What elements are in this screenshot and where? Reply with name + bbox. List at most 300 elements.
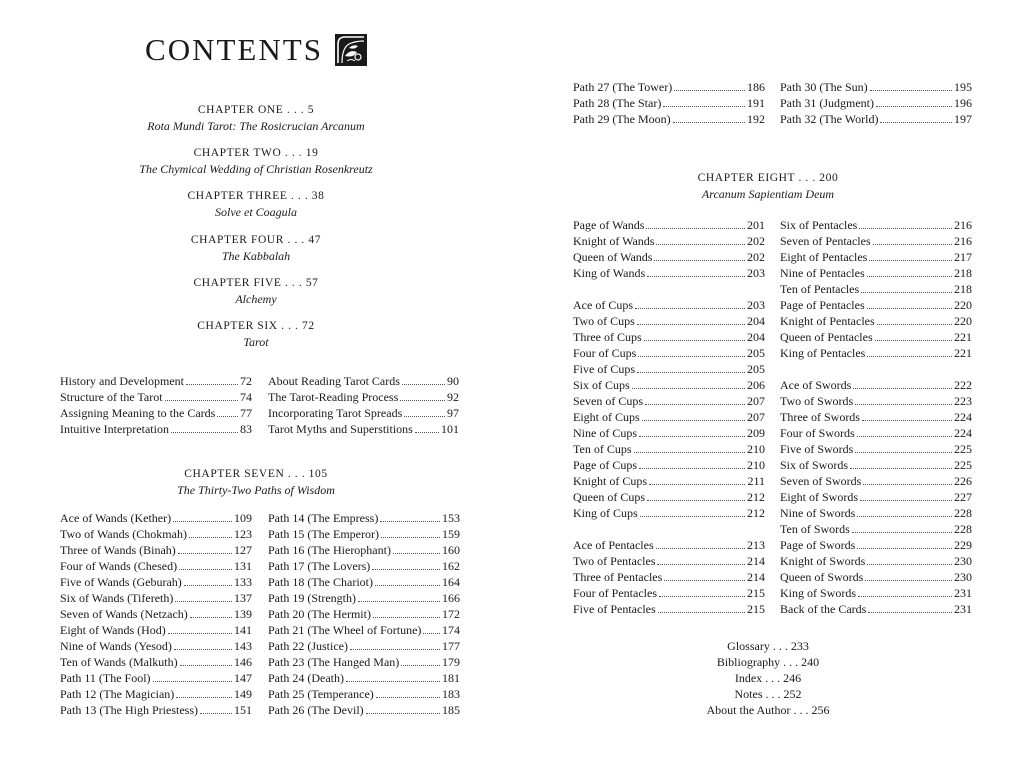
entry-label: Path 19 (Strength)	[268, 591, 356, 605]
back-matter-entry: About the Author . . . 256	[706, 703, 830, 717]
toc-entry	[573, 217, 765, 233]
chapter-title: CHAPTER SEVEN . . . 105	[184, 468, 328, 480]
entry-page-number: 203	[747, 266, 765, 280]
toc-entry	[60, 622, 252, 638]
toc-entry	[573, 505, 765, 521]
toc-entry	[60, 606, 252, 622]
toc-entry	[780, 441, 972, 457]
entry-page-number: 92	[447, 390, 459, 404]
entry-label: Page of Wands	[573, 218, 645, 232]
entry-label: Knight of Cups	[573, 474, 648, 488]
toc-entry	[780, 329, 972, 345]
dot-leader	[184, 585, 232, 586]
entry-page-number: 212	[747, 490, 765, 504]
dot-leader	[852, 532, 952, 533]
chapter-subtitle: The Kabbalah	[221, 249, 291, 263]
entry-page-number: 220	[954, 314, 972, 328]
entry-label: Three of Pentacles	[573, 570, 663, 584]
entry-label: Path 28 (The Star)	[573, 96, 662, 110]
entry-label: Path 14 (The Empress)	[268, 511, 379, 525]
chapter-seven-list-left	[60, 510, 252, 718]
toc-entry	[573, 585, 765, 601]
dot-leader	[404, 416, 445, 417]
dot-leader	[644, 340, 745, 341]
entry-page-number: 213	[747, 538, 765, 552]
entry-label: Incorporating Tarot Spreads	[268, 406, 403, 420]
entry-page-number: 225	[954, 442, 972, 456]
dot-leader	[415, 432, 439, 433]
dot-leader	[640, 516, 745, 517]
paths-continued-right	[780, 79, 972, 127]
entry-page-number: 207	[747, 410, 765, 424]
entry-page-number: 222	[954, 378, 972, 392]
toc-entry	[573, 537, 765, 553]
entry-page-number: 153	[442, 511, 460, 525]
entry-label: Seven of Wands (Netzach)	[60, 607, 188, 621]
entry-page-number: 185	[442, 703, 460, 717]
entry-page-number: 177	[442, 639, 460, 653]
toc-entry	[60, 510, 252, 526]
toc-entry	[780, 473, 972, 489]
toc-entry	[60, 686, 252, 702]
entry-label: Queen of Cups	[573, 490, 645, 504]
entry-label: Knight of Pentacles	[780, 314, 875, 328]
toc-entry	[60, 373, 252, 389]
entry-label: Queen of Swords	[780, 570, 864, 584]
entry-page-number: 209	[747, 426, 765, 440]
toc-entry	[268, 638, 460, 654]
toc-entry	[60, 558, 252, 574]
toc-entry	[780, 409, 972, 425]
entry-label: Path 16 (The Hierophant)	[268, 543, 391, 557]
entry-label: Two of Wands (Chokmah)	[60, 527, 187, 541]
entry-label: Ace of Swords	[780, 378, 852, 392]
toc-entry	[268, 654, 460, 670]
back-matter-entry: Glossary . . . 233	[727, 639, 809, 653]
entry-label: King of Wands	[573, 266, 646, 280]
entry-page-number: 226	[954, 474, 972, 488]
ornament-icon	[335, 34, 367, 66]
toc-entry	[780, 585, 972, 601]
toc-entry	[60, 702, 252, 718]
dot-leader	[350, 649, 440, 650]
entry-label: Six of Cups	[573, 378, 630, 392]
dot-leader	[663, 106, 745, 107]
entry-page-number: 197	[954, 112, 972, 126]
toc-entry	[268, 558, 460, 574]
dot-leader	[637, 372, 745, 373]
chapter-heading	[0, 102, 512, 135]
dot-leader	[863, 484, 952, 485]
entry-label: Ace of Pentacles	[573, 538, 654, 552]
entry-page-number: 202	[747, 234, 765, 248]
toc-entry	[573, 473, 765, 489]
dot-leader	[186, 384, 238, 385]
chapter-subtitle: Arcanum Sapientiam Deum	[701, 187, 835, 201]
entry-page-number: 72	[240, 374, 252, 388]
toc-entry	[780, 281, 972, 297]
dot-leader	[190, 617, 232, 618]
toc-entry	[780, 457, 972, 473]
entry-label: Five of Cups	[573, 362, 636, 376]
entry-label: Ten of Wands (Malkuth)	[60, 655, 178, 669]
toc-entry	[780, 377, 972, 393]
chapter-subtitle: The Thirty-Two Paths of Wisdom	[177, 483, 335, 497]
toc-entry	[573, 233, 765, 249]
dot-leader	[173, 521, 232, 522]
entry-label: Path 32 (The World)	[780, 112, 879, 126]
entry-label: King of Pentacles	[780, 346, 866, 360]
entry-page-number: 224	[954, 426, 972, 440]
entry-page-number: 186	[747, 80, 765, 94]
entry-page-number: 183	[442, 687, 460, 701]
entry-page-number: 181	[442, 671, 460, 685]
toc-entry	[573, 441, 765, 457]
entry-page-number: 149	[234, 687, 252, 701]
toc-entry	[573, 95, 765, 111]
toc-entry	[573, 569, 765, 585]
dot-leader	[649, 484, 745, 485]
dot-leader	[381, 537, 440, 538]
dot-leader	[867, 308, 952, 309]
entry-page-number: 166	[442, 591, 460, 605]
dot-leader	[656, 548, 745, 549]
entry-label: Path 24 (Death)	[268, 671, 344, 685]
entry-page-number: 201	[747, 218, 765, 232]
entry-label: Five of Wands (Geburah)	[60, 575, 182, 589]
chapter-heading	[0, 188, 512, 221]
toc-entry	[780, 297, 972, 313]
entry-page-number: 203	[747, 298, 765, 312]
dot-leader	[673, 122, 745, 123]
dot-leader	[171, 432, 238, 433]
toc-entry	[573, 361, 765, 377]
toc-entry	[268, 670, 460, 686]
dot-leader	[867, 276, 952, 277]
dot-leader	[656, 244, 745, 245]
entry-page-number: 221	[954, 346, 972, 360]
dot-leader	[174, 649, 232, 650]
dot-leader	[358, 601, 440, 602]
back-matter-entry: Index . . . 246	[734, 671, 802, 685]
toc-entry	[573, 601, 765, 617]
toc-entry	[60, 542, 252, 558]
toc-entry	[780, 217, 972, 233]
entry-label: Four of Swords	[780, 426, 855, 440]
entry-page-number: 215	[747, 586, 765, 600]
entry-page-number: 83	[240, 422, 252, 436]
chapter-title: CHAPTER SIX . . . 72	[197, 320, 315, 332]
dot-leader	[857, 516, 952, 517]
toc-entry	[573, 377, 765, 393]
entry-label: Back of the Cards	[780, 602, 867, 616]
toc-entry	[573, 79, 765, 95]
entry-label: Queen of Wands	[573, 250, 653, 264]
dot-leader	[176, 697, 232, 698]
entry-label: Eight of Swords	[780, 490, 858, 504]
entry-label: Two of Cups	[573, 314, 635, 328]
dot-leader	[876, 106, 952, 107]
dot-leader	[855, 452, 952, 453]
entry-page-number: 214	[747, 554, 765, 568]
chapter-eight-heading	[512, 170, 1024, 203]
entry-page-number: 162	[442, 559, 460, 573]
toc-entry	[780, 425, 972, 441]
dot-leader	[868, 612, 952, 613]
toc-entry	[268, 421, 459, 437]
entry-label: Two of Swords	[780, 394, 854, 408]
entry-page-number: 210	[747, 458, 765, 472]
dot-leader	[200, 713, 232, 714]
entry-label: Path 12 (The Magician)	[60, 687, 175, 701]
dot-leader	[632, 388, 745, 389]
entry-label: Four of Pentacles	[573, 586, 657, 600]
dot-leader	[179, 569, 232, 570]
entry-label: Path 26 (The Devil)	[268, 703, 364, 717]
dot-leader	[178, 553, 232, 554]
chapter-title: CHAPTER ONE . . . 5	[197, 104, 315, 116]
dot-leader	[850, 468, 952, 469]
entry-label: Page of Swords	[780, 538, 856, 552]
entry-label: Nine of Cups	[573, 426, 637, 440]
dot-leader	[366, 713, 440, 714]
dot-leader	[859, 228, 952, 229]
entry-label: Path 29 (The Moon)	[573, 112, 671, 126]
toc-entry	[60, 670, 252, 686]
toc-entry	[573, 425, 765, 441]
toc-entry	[780, 95, 972, 111]
entry-page-number: 230	[954, 554, 972, 568]
entry-page-number: 231	[954, 602, 972, 616]
toc-entry	[573, 313, 765, 329]
entry-label: Five of Swords	[780, 442, 854, 456]
toc-entry	[573, 457, 765, 473]
toc-entry	[60, 654, 252, 670]
entry-page-number: 141	[234, 623, 252, 637]
entry-page-number: 229	[954, 538, 972, 552]
dot-leader	[853, 388, 952, 389]
entry-label: Path 25 (Temperance)	[268, 687, 374, 701]
entry-label: Three of Swords	[780, 410, 860, 424]
dot-leader	[657, 564, 745, 565]
entry-label: Eight of Cups	[573, 410, 640, 424]
dot-leader	[635, 308, 745, 309]
entry-page-number: 160	[442, 543, 460, 557]
entry-label: The Tarot-Reading Process	[268, 390, 399, 404]
chapter-title: CHAPTER FOUR . . . 47	[190, 234, 322, 246]
entry-page-number: 221	[954, 330, 972, 344]
toc-entry	[268, 526, 460, 542]
dot-leader	[855, 404, 952, 405]
entry-label: Path 27 (The Tower)	[573, 80, 673, 94]
entry-page-number: 146	[234, 655, 252, 669]
entry-page-number: 207	[747, 394, 765, 408]
chapter-title: CHAPTER TWO . . . 19	[193, 147, 319, 159]
toc-entry	[60, 638, 252, 654]
dot-leader	[634, 452, 746, 453]
entry-page-number: 214	[747, 570, 765, 584]
entry-label: Three of Wands (Binah)	[60, 543, 176, 557]
entry-page-number: 192	[747, 112, 765, 126]
entry-label: Four of Cups	[573, 346, 637, 360]
entry-label: Path 20 (The Hermit)	[268, 607, 371, 621]
dot-leader	[647, 276, 745, 277]
entry-label: Path 17 (The Lovers)	[268, 559, 371, 573]
toc-entry	[780, 505, 972, 521]
section-gap	[780, 361, 972, 377]
entry-label: Path 21 (The Wheel of Fortune)	[268, 623, 422, 637]
chapter-six-list-left	[60, 373, 252, 437]
entry-page-number: 204	[747, 330, 765, 344]
entry-page-number: 215	[747, 602, 765, 616]
toc-entry	[60, 389, 252, 405]
section-gap	[573, 521, 765, 537]
entry-page-number: 224	[954, 410, 972, 424]
chapter-heading	[0, 232, 512, 265]
chapter-subtitle: Alchemy	[235, 292, 277, 306]
toc-entry	[780, 601, 972, 617]
dot-leader	[639, 436, 745, 437]
entry-label: Nine of Swords	[780, 506, 856, 520]
entry-label: Ace of Wands (Kether)	[60, 511, 172, 525]
chapter-subtitle: Tarot	[243, 335, 269, 349]
toc-entry	[60, 590, 252, 606]
entry-label: Page of Cups	[573, 458, 637, 472]
entry-page-number: 90	[447, 374, 459, 388]
toc-entry	[268, 373, 459, 389]
contents-header	[0, 32, 512, 68]
entry-label: Path 31 (Judgment)	[780, 96, 874, 110]
entry-label: Ten of Pentacles	[780, 282, 860, 296]
entry-page-number: 220	[954, 298, 972, 312]
toc-entry	[780, 79, 972, 95]
entry-page-number: 216	[954, 234, 972, 248]
entry-page-number: 137	[234, 591, 252, 605]
dot-leader	[867, 564, 952, 565]
toc-entry	[780, 233, 972, 249]
entry-label: Nine of Wands (Yesod)	[60, 639, 172, 653]
entry-label: Ace of Cups	[573, 298, 633, 312]
toc-entry	[60, 526, 252, 542]
toc-entry	[780, 313, 972, 329]
dot-leader	[373, 617, 440, 618]
entry-page-number: 216	[954, 218, 972, 232]
entry-page-number: 212	[747, 506, 765, 520]
toc-entry	[780, 521, 972, 537]
chapter-eight-list-left	[573, 217, 765, 617]
back-matter-entry: Notes . . . 252	[734, 687, 802, 701]
chapter-subtitle: Rota Mundi Tarot: The Rosicrucian Arcanum	[147, 119, 365, 133]
dot-leader	[372, 569, 440, 570]
toc-entry	[780, 553, 972, 569]
entry-page-number: 77	[240, 406, 252, 420]
dot-leader	[865, 580, 952, 581]
toc-entry	[60, 405, 252, 421]
dot-leader	[153, 681, 232, 682]
dot-leader	[376, 697, 440, 698]
dot-leader	[165, 400, 238, 401]
right-page	[512, 0, 1024, 779]
chapter-subtitle: The Chymical Wedding of Christian Rosenkreutz	[139, 162, 373, 176]
entry-page-number: 131	[234, 559, 252, 573]
dot-leader	[638, 356, 745, 357]
entry-page-number: 218	[954, 282, 972, 296]
dot-leader	[858, 596, 952, 597]
entry-label: Path 18 (The Chariot)	[268, 575, 373, 589]
entry-label: King of Cups	[573, 506, 638, 520]
entry-page-number: 133	[234, 575, 252, 589]
toc-entry	[573, 553, 765, 569]
toc-entry	[780, 265, 972, 281]
dot-leader	[654, 260, 745, 261]
entry-label: Structure of the Tarot	[60, 390, 163, 404]
dot-leader	[639, 468, 745, 469]
entry-page-number: 74	[240, 390, 252, 404]
dot-leader	[870, 90, 952, 91]
dot-leader	[659, 596, 745, 597]
entry-label: Path 11 (The Fool)	[60, 671, 151, 685]
entry-label: Tarot Myths and Superstitions	[268, 422, 413, 436]
chapter-seven-list-right	[268, 510, 460, 718]
dot-leader	[180, 665, 232, 666]
toc-entry	[268, 702, 460, 718]
entry-label: Path 30 (The Sun)	[780, 80, 868, 94]
entry-label: Four of Wands (Chesed)	[60, 559, 178, 573]
entry-label: Two of Pentacles	[573, 554, 656, 568]
back-matter-list	[512, 638, 1024, 718]
dot-leader	[217, 416, 238, 417]
entry-label: Seven of Cups	[573, 394, 643, 408]
dot-leader	[674, 90, 745, 91]
entry-label: Queen of Pentacles	[780, 330, 873, 344]
dot-leader	[646, 228, 745, 229]
toc-entry	[573, 489, 765, 505]
entry-label: King of Swords	[780, 586, 857, 600]
entry-label: Three of Cups	[573, 330, 642, 344]
entry-label: Seven of Pentacles	[780, 234, 871, 248]
dot-leader	[857, 436, 952, 437]
dot-leader	[400, 400, 445, 401]
dot-leader	[880, 122, 952, 123]
dot-leader	[168, 633, 232, 634]
toc-entry	[268, 542, 460, 558]
chapter-six-list-right	[268, 373, 459, 437]
entry-page-number: 202	[747, 250, 765, 264]
entry-label: Path 13 (The High Priestess)	[60, 703, 198, 717]
entry-label: Ten of Cups	[573, 442, 632, 456]
entry-label: About Reading Tarot Cards	[268, 374, 400, 388]
toc-entry	[268, 590, 460, 606]
chapter-subtitle: Solve et Coagula	[215, 205, 297, 219]
entry-page-number: 127	[234, 543, 252, 557]
toc-entry	[780, 393, 972, 409]
toc-entry	[573, 393, 765, 409]
entry-label: Knight of Wands	[573, 234, 655, 248]
chapter-title: CHAPTER FIVE . . . 57	[193, 277, 319, 289]
entry-page-number: 159	[442, 527, 460, 541]
toc-entry	[268, 606, 460, 622]
paths-continued-left	[573, 79, 765, 127]
section-gap	[573, 281, 765, 297]
toc-entry	[780, 569, 972, 585]
entry-page-number: 123	[234, 527, 252, 541]
dot-leader	[860, 500, 952, 501]
toc-entry	[573, 265, 765, 281]
dot-leader	[867, 356, 952, 357]
entry-page-number: 218	[954, 266, 972, 280]
entry-page-number: 101	[441, 422, 459, 436]
chapter-eight-list-right	[780, 217, 972, 617]
